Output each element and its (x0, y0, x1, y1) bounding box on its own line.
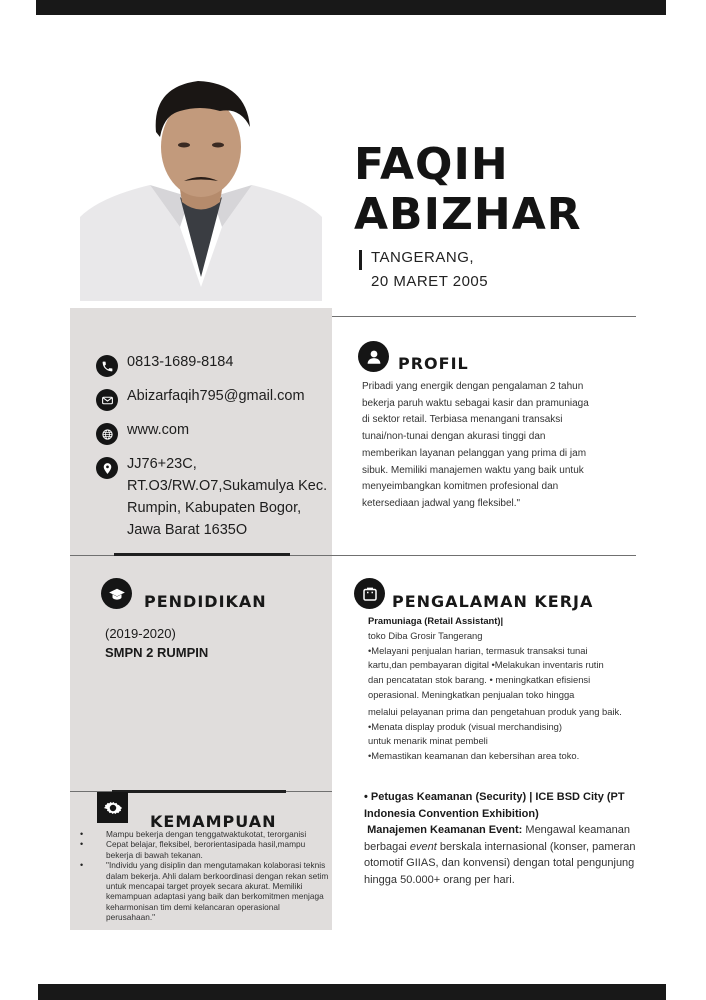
profil-summary: Pribadi yang energik dengan pengalaman 2 tahun bekerja paruh waktu sebagai kasir dan pramuniaga di sektor retail. Terbiasa menangani transaksi tunai/non-tunai dengan akurasi tinggi dan memberikan layanan pelanggan yang prima di jam sibuk. Memiliki manajemen waktu yang baik untuk menyeimbangkan komitmen profesional dan ketersediaan jadwal yang fleksibel." (362, 381, 589, 509)
experience-security-desc: Mengawal keamanan berbagai (364, 824, 630, 853)
education-period: (2019-2020) (105, 626, 176, 641)
experience-line: untuk menarik minat pembeli (368, 735, 488, 747)
experience-line: dan pencatatan stok barang. • meningkatkan efisiensi (368, 674, 591, 686)
section-title-pendidikan: PENDIDIKAN (144, 592, 267, 611)
location-pin-icon (96, 457, 118, 479)
phone-number: 0813-1689-8184 (127, 354, 234, 370)
gear-icon (97, 792, 128, 823)
divider-profil-top (332, 316, 636, 317)
section-title-profil: PROFIL (398, 354, 469, 373)
phone-icon (96, 355, 118, 377)
birth-info (371, 246, 488, 294)
experience-security-role: • Petugas Keamanan (Security) | ICE BSD City (PT Indonesia Convention Exhibition) (364, 791, 625, 820)
experience-line: •Memastikan keamanan dan kebersihan area toko. (368, 750, 580, 762)
contact-email (96, 385, 327, 411)
birth-accent-bar (359, 250, 362, 270)
profile-photo (80, 77, 322, 301)
experience-line: operasional. Meningkatkan penjualan toko hingga (368, 688, 575, 700)
experience-security-desc-rest: berskala internasional (konser, pameran otomotif GIIAS, dan konvensi) dengan total pengunjung hingga 50.000+ orang per hari. (364, 840, 636, 886)
user-icon (358, 341, 389, 372)
globe-icon (96, 423, 118, 445)
experience-retail-role: Pramuniaga (Retail Assistant)| (368, 615, 504, 626)
birth-date: 20 MARET 2005 (371, 273, 489, 290)
last-name: ABIZHAR (354, 189, 582, 240)
experience-security-desc-em: event (409, 840, 437, 853)
divider-accent-middle (114, 553, 290, 556)
experience-line: •Menata display produk (visual merchandising) (368, 720, 563, 732)
contact-phone (96, 351, 327, 377)
experience-retail (368, 614, 658, 764)
website: www.com (127, 422, 190, 438)
birth-place: TANGERANG, (371, 249, 475, 266)
graduation-cap-icon (101, 578, 132, 609)
contact-address (96, 453, 332, 541)
contact-website (96, 419, 327, 445)
email-icon (96, 389, 118, 411)
first-name: FAQIH (354, 139, 509, 190)
education-school: SMPN 2 RUMPIN (105, 645, 209, 660)
address: JJ76+23C, RT.O3/RW.O7,Sukamulya Kec. Rumpin, Kabupaten Bogor, Jawa Barat 1635O (127, 456, 328, 538)
bottom-decorative-bar (38, 984, 666, 1000)
experience-line: kartu,dan pembayaran digital •Melakukan inventaris rutin (368, 659, 604, 671)
email-address: Abizarfaqih795@gmail.com (127, 388, 305, 404)
skill-item: • Mampu bekerja dengan tenggatwaktukotat, terorganisi (80, 829, 330, 839)
experience-line: •Melayani penjualan harian, termasuk transaksi tunai (368, 644, 588, 656)
experience-line: toko Diba Grosir Tangerang (368, 629, 483, 641)
briefcase-icon (354, 578, 385, 609)
skill-item: • "Individu yang disiplin dan mengutamakan kolaborasi teknis dalam bekerja. Ahli dalam berkoordinasi dengan rekan setim untuk mencapai target proyek secara akurat. Memiliki kemampuan adaptasi yang baik dan berkomitmen menjaga keharmonisan tim demi kelancaran operasional perusahaan." (80, 860, 330, 922)
experience-line: melalui pelayanan prima dan pengetahuan produk yang baik. (368, 705, 622, 717)
full-name (354, 140, 582, 240)
divider-accent-skills (112, 790, 286, 793)
top-decorative-bar (36, 0, 666, 15)
section-title-pengalaman: PENGALAMAN KERJA (392, 592, 594, 611)
skill-item: • Cepat belajar, fleksibel, berorientasipada hasil,mampu bekerja di bawah tekanan. (80, 839, 330, 860)
experience-security (364, 789, 664, 888)
experience-security-subtitle: Manajemen Keamanan Event: (367, 824, 523, 836)
education-entry (105, 624, 208, 662)
section-title-kemampuan: KEMAMPUAN (150, 812, 277, 831)
skills-list (80, 829, 330, 923)
